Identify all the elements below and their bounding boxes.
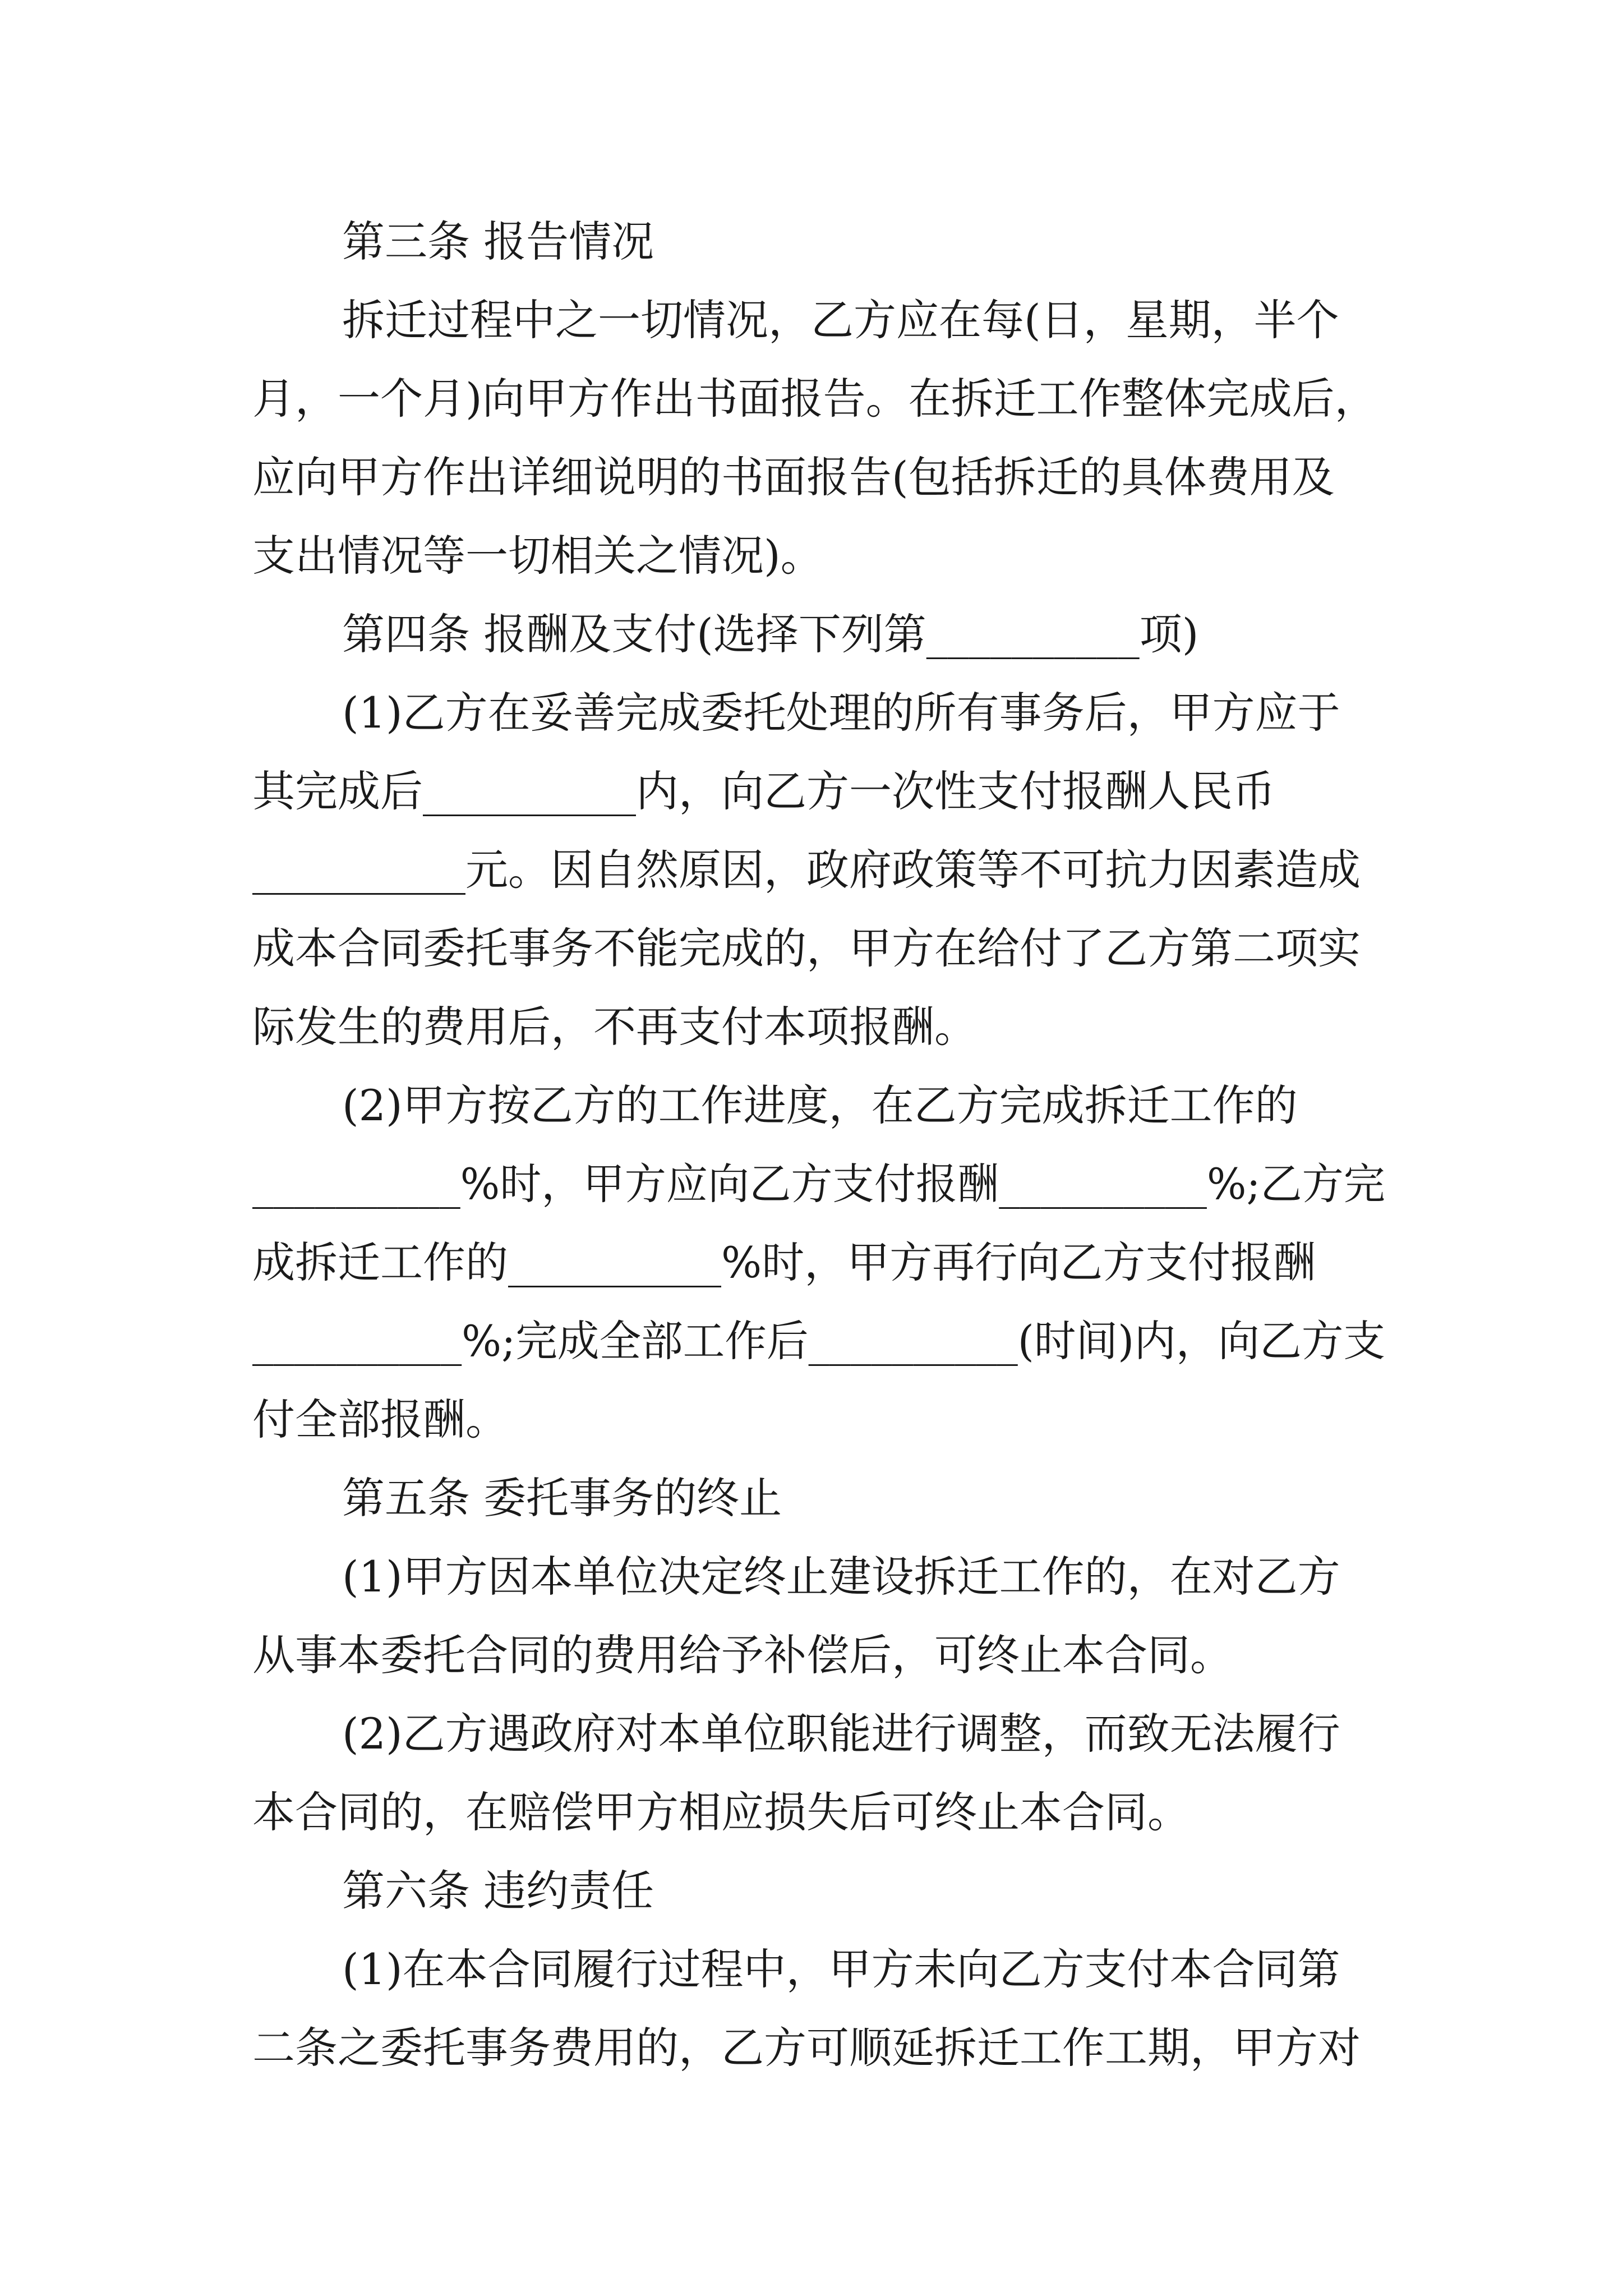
section-heading-article-3: 第三条 报告情况 bbox=[342, 217, 654, 266]
paragraph-line: 从事本委托合同的费用给予补偿后，可终止本合同。 bbox=[252, 1630, 1233, 1680]
paragraph-line: 支出情况等一切相关之情况)。 bbox=[252, 531, 823, 581]
paragraph-line: 二条之委托事务费用的，乙方可顺延拆迁工作工期，甲方对 bbox=[252, 2023, 1361, 2073]
paragraph-line: (1)在本合同履行过程中，甲方未向乙方支付本合同第 bbox=[342, 1944, 1340, 1994]
paragraph-line: 拆迁过程中之一切情况，乙方应在每(日，星期，半个 bbox=[342, 295, 1339, 345]
section-heading-article-4: 第四条 报酬及支付(选择下列第__________项) bbox=[342, 609, 1199, 659]
paragraph-line: 月，一个月)向甲方作出书面报告。在拆迁工作整体完成后， bbox=[252, 374, 1377, 424]
paragraph-line: 成本合同委托事务不能完成的，甲方在给付了乙方第二项实 bbox=[252, 923, 1361, 973]
paragraph-line: 际发生的费用后，不再支付本项报酬。 bbox=[252, 1002, 977, 1052]
paragraph-line: 本合同的，在赔偿甲方相应损失后可终止本合同。 bbox=[252, 1787, 1190, 1837]
paragraph-line: (1)乙方在妥善完成委托处理的所有事务后，甲方应于 bbox=[342, 688, 1340, 738]
paragraph-line: __________%时，甲方应向乙方支付报酬__________%;乙方完 bbox=[252, 1159, 1385, 1209]
paragraph-line: 成拆迁工作的__________%时，甲方再行向乙方支付报酬 bbox=[252, 1237, 1316, 1287]
paragraph-line: 其完成后__________内，向乙方一次性支付报酬人民币 bbox=[252, 766, 1275, 816]
paragraph-line: (1)甲方因本单位决定终止建设拆迁工作的，在对乙方 bbox=[342, 1552, 1340, 1602]
paragraph-line: 付全部报酬。 bbox=[252, 1395, 508, 1444]
paragraph-line: __________元。因自然原因，政府政策等不可抗力因素造成 bbox=[252, 845, 1361, 895]
paragraph-line: 应向甲方作出详细说明的书面报告(包括拆迁的具体费用及 bbox=[252, 452, 1335, 502]
paragraph-line: (2)乙方遇政府对本单位职能进行调整，而致无法履行 bbox=[342, 1709, 1340, 1759]
paragraph-line: __________%;完成全部工作后__________(时间)内，向乙方支 bbox=[252, 1316, 1386, 1366]
section-heading-article-5: 第五条 委托事务的终止 bbox=[342, 1473, 782, 1523]
section-heading-article-6: 第六条 违约责任 bbox=[342, 1866, 654, 1916]
paragraph-line: (2)甲方按乙方的工作进度，在乙方完成拆迁工作的 bbox=[342, 1080, 1298, 1130]
